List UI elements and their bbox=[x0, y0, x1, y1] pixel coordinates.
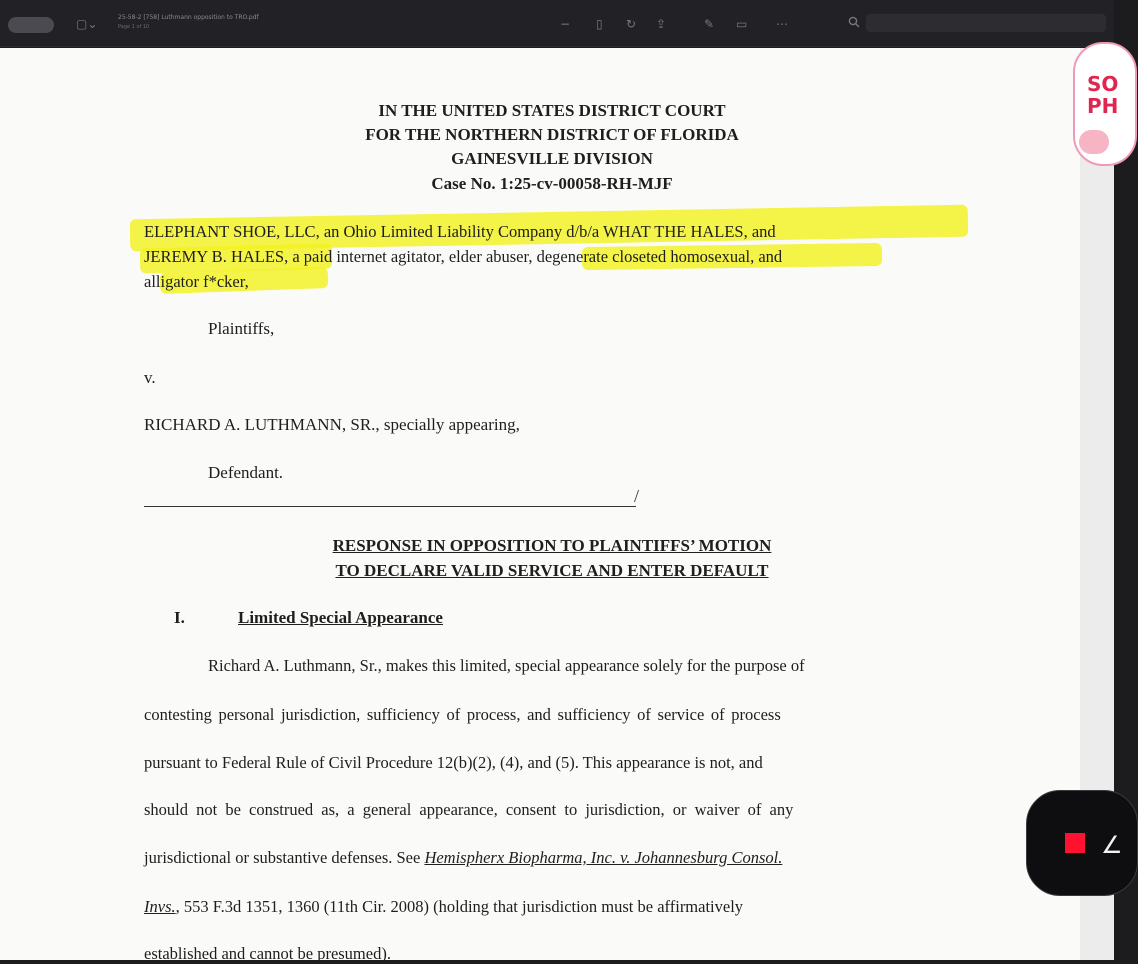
screen-recording-control[interactable] bbox=[1026, 790, 1138, 896]
court-line-2: FOR THE NORTHERN DISTRICT OF FLORIDA bbox=[365, 125, 739, 144]
section-heading: Limited Special Appearance bbox=[238, 608, 443, 627]
file-name: 25-58-2 [758] Luthmann opposition to TRO.pdf bbox=[118, 14, 259, 21]
versus-label: v. bbox=[144, 368, 156, 387]
markup-icon[interactable]: ✎ bbox=[704, 17, 715, 31]
section-number: I. bbox=[174, 608, 185, 627]
logo-text-2: PH bbox=[1087, 94, 1119, 118]
plaintiff-line-2: JEREMY B. HALES, a paid internet agitator, elder abuser, degenerate closeted homosexual, and bbox=[144, 247, 783, 266]
court-line-3: GAINESVILLE DIVISION bbox=[451, 149, 653, 168]
logo-text-1: SO bbox=[1087, 72, 1119, 96]
logo-ring-icon bbox=[1079, 130, 1109, 154]
court-line-1: IN THE UNITED STATES DISTRICT COURT bbox=[378, 101, 726, 120]
document-title-line-1: RESPONSE IN OPPOSITION TO PLAINTIFFS’ MOTION bbox=[332, 536, 772, 555]
body-text: jurisdictional or substantive defenses. See bbox=[144, 848, 425, 867]
signature-line bbox=[144, 506, 636, 507]
viewer-toolbar bbox=[0, 0, 1114, 47]
document-page bbox=[0, 48, 1080, 963]
body-text: , 553 F.3d 1351, 1360 (11th Cir. 2008) (holding that jurisdiction must be affirmatively bbox=[175, 897, 744, 916]
draw-icon[interactable]: ∠ bbox=[1101, 831, 1123, 859]
signature-slash: / bbox=[634, 486, 640, 506]
search-icon bbox=[848, 16, 860, 28]
page-view-icon[interactable]: ▢⌄ bbox=[76, 17, 98, 31]
body-line-2: contesting personal jurisdiction, sufficiency of process, and sufficiency of service of process bbox=[144, 705, 781, 724]
case-citation-end: Invs. bbox=[144, 897, 176, 916]
case-citation: Hemispherx Biopharma, Inc. v. Johannesburg Consol. bbox=[424, 848, 783, 867]
body-line-7: established and cannot be presumed). bbox=[144, 944, 391, 963]
body-line-6 bbox=[144, 897, 743, 917]
page-icon[interactable]: ▯ bbox=[596, 17, 603, 31]
more-icon[interactable]: ⋯ bbox=[776, 17, 788, 31]
share-icon[interactable]: ⇪ bbox=[656, 17, 667, 31]
defendant-name: RICHARD A. LUTHMANN, SR., specially appearing, bbox=[144, 415, 520, 434]
plaintiffs-label: Plaintiffs, bbox=[208, 319, 275, 338]
channel-logo bbox=[1073, 42, 1137, 166]
defendant-label: Defendant. bbox=[208, 463, 284, 482]
body-line-1: Richard A. Luthmann, Sr., makes this limited, special appearance solely for the purpose of bbox=[208, 656, 805, 675]
zoom-out-icon[interactable]: − bbox=[560, 17, 571, 31]
box-icon[interactable]: ▭ bbox=[736, 17, 748, 31]
plaintiff-line-1: ELEPHANT SHOE, LLC, an Ohio Limited Liability Company d/b/a WHAT THE HALES, and bbox=[144, 222, 776, 241]
rotate-icon[interactable]: ↻ bbox=[626, 17, 637, 31]
document-title-line-2: TO DECLARE VALID SERVICE AND ENTER DEFAULT bbox=[335, 561, 769, 580]
body-line-3: pursuant to Federal Rule of Civil Procedure 12(b)(2), (4), and (5). This appearance is not, and bbox=[144, 753, 763, 772]
body-line-4: should not be construed as, a general appearance, consent to jurisdiction, or waiver of any bbox=[144, 800, 794, 819]
body-line-5 bbox=[144, 848, 782, 868]
search-input[interactable] bbox=[866, 14, 1106, 32]
sidebar-toggle-button[interactable] bbox=[8, 17, 54, 33]
stop-recording-icon[interactable] bbox=[1065, 833, 1085, 853]
page-indicator: Page 1 of 10 bbox=[118, 24, 150, 30]
case-number: Case No. 1:25-cv-00058-RH-MJF bbox=[431, 174, 673, 193]
plaintiff-line-3: alligator f*cker, bbox=[144, 272, 249, 291]
